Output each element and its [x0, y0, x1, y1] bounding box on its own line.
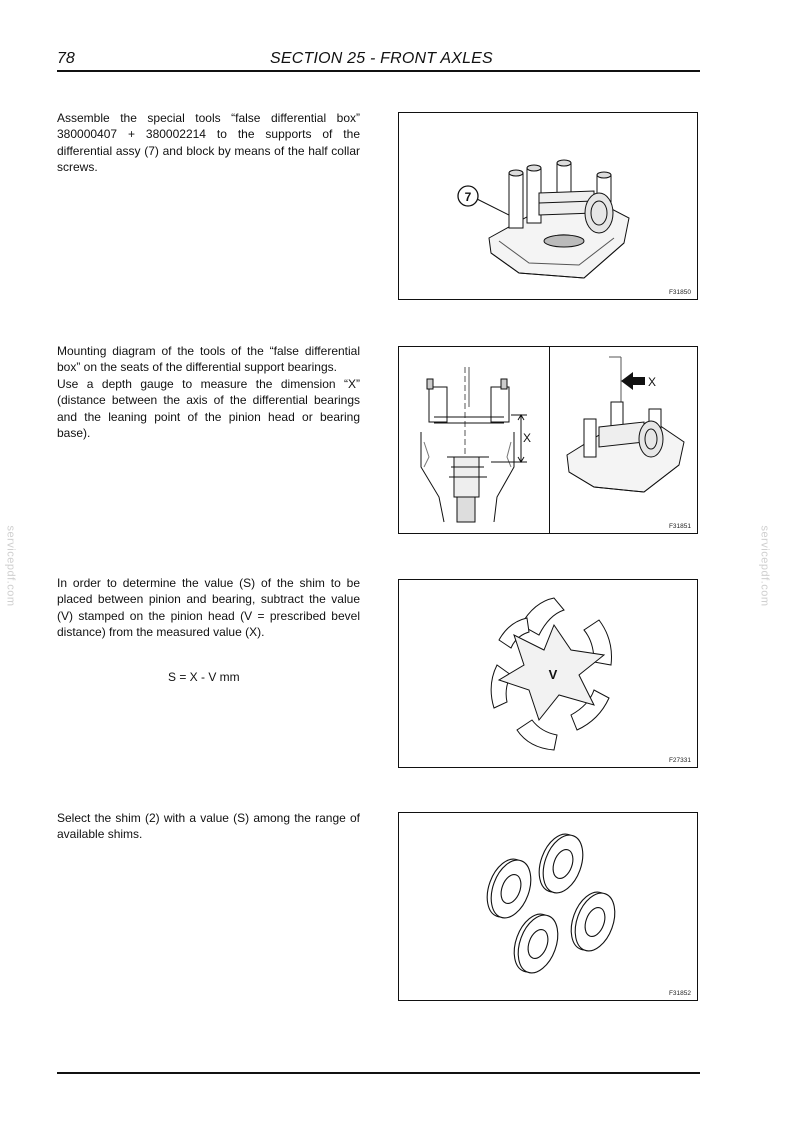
figure-false-differential-box — [398, 112, 698, 300]
shim-4 — [564, 887, 622, 957]
figure-code: F27331 — [668, 757, 691, 764]
figure-code: F31851 — [668, 523, 691, 530]
paragraph-shim-value: In order to determine the value (S) of the shim to be placed between pinion and bearing, subtract the value (V) stamped on the pinion head (V = prescribed bevel distance) from the measured value (X). — [57, 576, 360, 640]
figure-code: F31850 — [668, 289, 691, 296]
dimension-x-label-left: X — [523, 431, 532, 445]
paragraph-depth-gauge-text: Use a depth gauge to measure the dimension “X” (distance between the axis of the differential bearings and the leaning point of the pinion head or bearing base). — [57, 376, 360, 441]
paragraph-assemble-tools: Assemble the special tools “false differential box” 380000407 + 380002214 to the supports of the differential assy (7) and block by means of the half collar screws. — [57, 111, 360, 175]
figure-pinion-head — [398, 579, 698, 768]
shim-1 — [480, 854, 538, 924]
shim-2 — [532, 829, 590, 899]
depth-gauge-drawings — [399, 347, 697, 533]
paragraph-select-shim: Select the shim (2) with a value (S) among the range of available shims. — [57, 811, 360, 842]
differential-assembly-drawing — [399, 113, 697, 299]
shims-drawing — [399, 813, 697, 1000]
pinion-head-drawing — [399, 580, 697, 767]
arrow-icon — [621, 372, 645, 390]
watermark-left: servicepdf.com — [4, 525, 17, 607]
page-number: 78 — [57, 50, 75, 67]
v-label: V — [548, 667, 558, 682]
callout-7-label: 7 — [464, 190, 472, 204]
watermark-right: servicepdf.com — [758, 525, 771, 607]
figure-depth-gauge — [398, 346, 698, 534]
header-rule — [57, 70, 700, 72]
formula: S = X - V mm — [168, 670, 240, 684]
section-title: SECTION 25 - FRONT AXLES — [270, 50, 493, 67]
shim-3 — [507, 909, 565, 979]
figure-shims — [398, 812, 698, 1001]
figure-code: F31852 — [668, 990, 691, 997]
footer-rule — [57, 1072, 700, 1074]
paragraph-mounting-text: Mounting diagram of the tools of the “false differential box” on the seats of the differential support bearings. — [57, 344, 360, 375]
dimension-x-label-right: X — [648, 375, 657, 389]
paragraph-mounting-diagram — [57, 343, 360, 441]
